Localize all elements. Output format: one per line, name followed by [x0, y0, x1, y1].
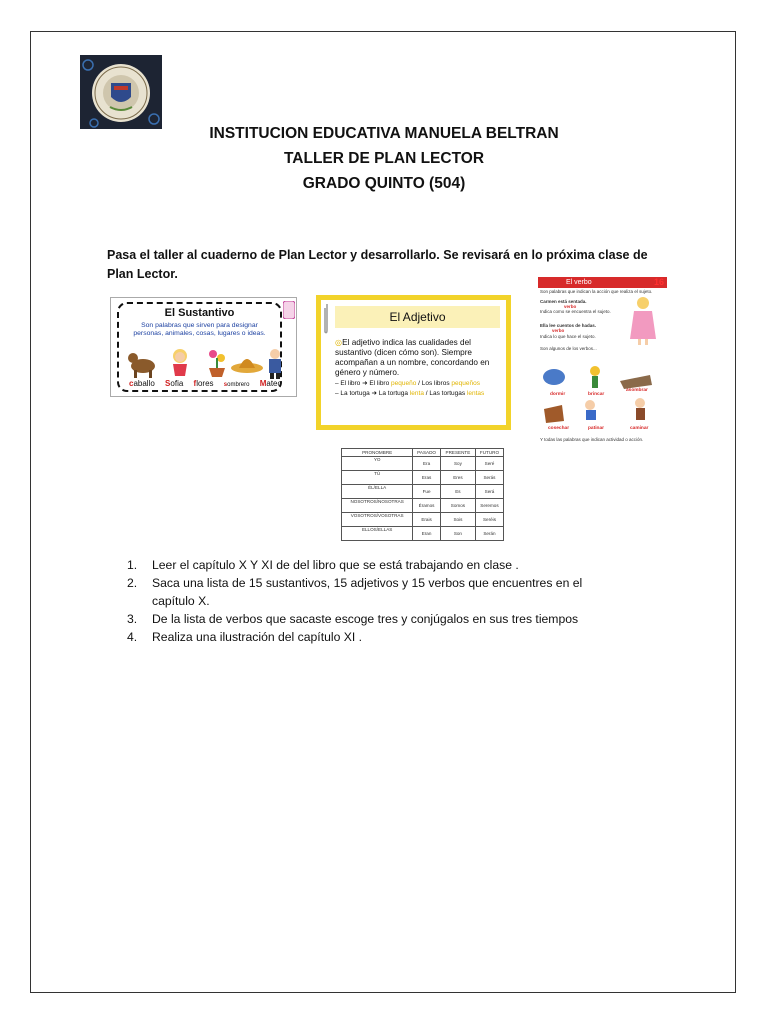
- column-header: PRONOMBRE: [342, 449, 413, 457]
- instructions-text: Pasa el taller al cuaderno de Plan Lector y desarrollarlo. Se revisará en lo próxima clase de Plan Lector.: [107, 248, 648, 281]
- table-cell: Seremos: [475, 499, 503, 513]
- adjetivo-content: [335, 338, 498, 398]
- list-number: 1.: [127, 558, 138, 572]
- verbo-example-3: Son algunos de los verbos...: [540, 346, 597, 351]
- table-cell: NOSOTROS/NOSOTRAS: [342, 499, 413, 513]
- table-row: [342, 499, 504, 513]
- list-item-text: Saca una lista de 15 sustantivos, 15 adjetivos y 15 verbos que encuentres en el capítulo X.: [152, 576, 583, 608]
- table-cell: Será: [475, 485, 503, 499]
- table-cell: ÉL/ELLA: [342, 485, 413, 499]
- verbo-action-4: cosechar: [548, 426, 570, 431]
- verbo-title: El verbo: [538, 277, 667, 288]
- table-cell: Somos: [440, 499, 475, 513]
- list-number: 2.: [127, 576, 138, 590]
- sustantivo-examples: [129, 379, 282, 388]
- grade-title: GRADO QUINTO (504): [302, 175, 466, 192]
- table-cell: Seré: [475, 457, 503, 471]
- table-cell: Eres: [440, 471, 475, 485]
- verbo-girl-illustration: [628, 295, 658, 347]
- sustantivo-description: Son palabras que sirven para designar personas, animales, cosas, lugares o ideas.: [133, 322, 266, 337]
- adjetivo-definition: ◎El adjetivo indica las cualidades del sustantivo (dicen cómo son). Siempre acompañan a un nombre, concordando en género y número.: [335, 338, 490, 377]
- paperclip-icon: [322, 302, 332, 336]
- table-cell: YO: [342, 457, 413, 471]
- column-header: FUTURO: [475, 449, 503, 457]
- sustantivo-example-5: Mateo: [259, 379, 282, 388]
- list-item-text: Leer el capítulo X Y XI de del libro que se está trabajando en clase .: [152, 558, 519, 572]
- document-header: [150, 121, 618, 196]
- adjetivo-example-2: – La tortuga ➜ La tortuga lenta / Las tortugas lentas: [335, 390, 485, 397]
- table-row: [342, 485, 504, 499]
- verbo-tag-1: verbo: [564, 304, 577, 309]
- table-cell: Fue: [413, 485, 441, 499]
- column-header: PASADO: [413, 449, 441, 457]
- verbo-action-3: asombrar: [626, 388, 648, 393]
- bullet-icon: ◎: [335, 338, 343, 347]
- school-logo: [80, 55, 162, 129]
- adjetivo-title: El Adjetivo: [335, 306, 500, 328]
- verbo-action-2: brincar: [588, 392, 605, 397]
- verbo-card: [538, 277, 667, 447]
- table-cell: Eras: [413, 471, 441, 485]
- table-row: [342, 513, 504, 527]
- table-cell: VOSOTROS/VOSOTRAS: [342, 513, 413, 527]
- verbo-intro: Son palabras que indican la acción que realiza el sujeto.: [540, 289, 653, 294]
- sustantivo-example-2: Sofia: [165, 379, 184, 388]
- adjetivo-example-1: – El libro ➜ El libro pequeño / Los libros pequeños: [335, 380, 480, 387]
- task-list: [127, 556, 627, 646]
- corner-badge-icon: [283, 301, 295, 319]
- table-cell: Serán: [475, 527, 503, 541]
- list-item: [127, 628, 627, 646]
- table-cell: Éramos: [413, 499, 441, 513]
- verbo-action-1: dormir: [550, 392, 566, 397]
- list-item: [127, 610, 627, 628]
- table-cell: Serás: [475, 471, 503, 485]
- sustantivo-card: [110, 297, 297, 397]
- sustantivo-example-4: sombrero: [223, 382, 250, 388]
- adjetivo-card: [316, 295, 511, 430]
- verbo-page-number: 16: [653, 277, 664, 287]
- verbo-note-1: Indica como se encuentra el sujeto.: [540, 309, 611, 314]
- conjugation-table: [341, 448, 504, 541]
- table-cell: Eran: [413, 527, 441, 541]
- sustantivo-example-1: caballo: [129, 379, 155, 388]
- table-cell: TÚ: [342, 471, 413, 485]
- list-number: 3.: [127, 612, 138, 626]
- sustantivo-illustrations: [125, 344, 285, 380]
- sustantivo-title: El Sustantivo: [164, 307, 235, 319]
- list-item-text: Realiza una ilustración del capítulo XI .: [152, 630, 363, 644]
- table-cell: Sois: [440, 513, 475, 527]
- table-cell: ELLOS/ELLAS: [342, 527, 413, 541]
- table-cell: Erais: [413, 513, 441, 527]
- table-cell: Era: [413, 457, 441, 471]
- verbo-note-2: Indica lo que hace el sujeto.: [540, 334, 596, 339]
- table-cell: Es: [440, 485, 475, 499]
- sustantivo-frame: [117, 302, 282, 392]
- table-row: [342, 471, 504, 485]
- verbo-tag-2: verbo: [552, 328, 565, 333]
- table-row: [342, 527, 504, 541]
- list-item: [127, 574, 627, 610]
- table-cell: Son: [440, 527, 475, 541]
- table-row: [342, 457, 504, 471]
- table-cell: Seréis: [475, 513, 503, 527]
- list-item-text: De la lista de verbos que sacaste escoge tres y conjúgalos en sus tres tiempos: [152, 612, 579, 626]
- table-header-row: [342, 449, 504, 457]
- sustantivo-example-3: flores: [193, 379, 214, 388]
- school-name: INSTITUCION EDUCATIVA MANUELA BELTRAN: [209, 125, 559, 142]
- table-cell: Soy: [440, 457, 475, 471]
- column-header: PRESENTE: [440, 449, 475, 457]
- verbo-example-2: Ella lee cuentos de hadas.: [540, 323, 597, 328]
- verbo-action-5: patinar: [588, 426, 604, 431]
- verbo-action-6: caminar: [630, 426, 649, 431]
- list-item: [127, 556, 627, 574]
- workshop-title: TALLER DE PLAN LECTOR: [283, 150, 485, 167]
- verbo-footer: Y todas las palabras que indican actividad o acción.: [540, 437, 644, 442]
- list-number: 4.: [127, 630, 138, 644]
- verbo-example-1: Carmen está sentada.: [540, 299, 587, 304]
